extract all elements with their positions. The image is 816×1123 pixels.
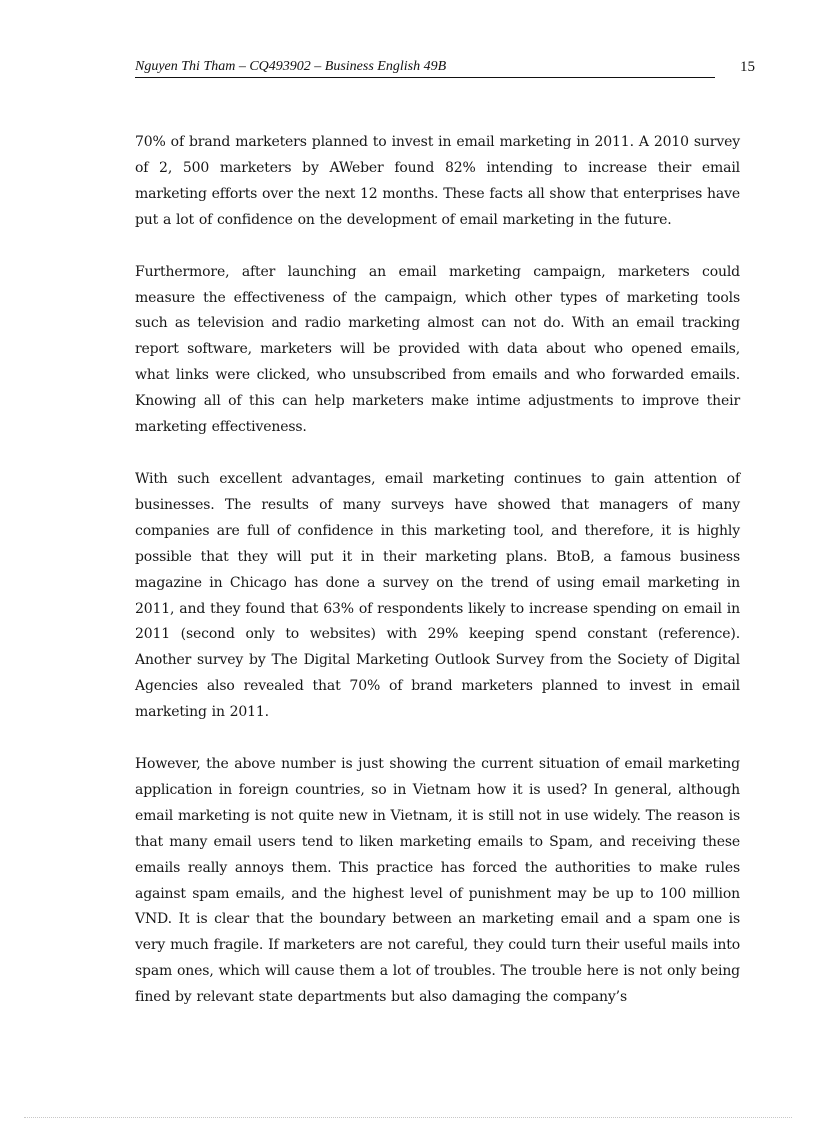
paragraph-email-investment: 70% of brand marketers planned to invest in email marketing in 2011. A 2010 survey of 2, 500 marketers by AWeber found 82% intending to increase their email marketing efforts over the next 12 months. These facts all show that enterprises have put a lot of confidence on the development of email marketing in the future. — [135, 134, 740, 228]
paragraph-vietnam-situation: However, the above number is just showing the current situation of email marketing application in foreign countries, so in Vietnam how it is used? In general, although email marketing is not quite new in Vietnam, it is still not in use widely. The reason is that many email users tend to liken marketing emails to Spam, and receiving these emails really annoys them. This practice has forced the authorities to make rules against spam emails, and the highest level of punishment may be up to 100 million VND. It is clear that the boundary between an marketing email and a spam one is very much fragile. If marketers are not careful, they could turn their useful mails into spam ones, which will cause them a lot of troubles. The trouble here is not only being fined by relevant state departments but also damaging the company’s — [135, 756, 740, 1006]
page-bottom-divider — [24, 1117, 792, 1118]
header-title: Nguyen Thi Tham – CQ493902 – Business English 49B — [135, 58, 715, 78]
page-body — [135, 130, 740, 1037]
page-header — [135, 58, 755, 80]
page-number: 15 — [740, 59, 755, 75]
paragraph-campaign-measurement: Furthermore, after launching an email marketing campaign, marketers could measure the effectiveness of the campaign, which other types of marketing tools such as television and radio marketing almost can not do. With an email tracking report software, marketers will be provided with data about who opened emails, what links were clicked, who unsubscribed from emails and who forwarded emails. Knowing all of this can help marketers make intime adjustments to improve their marketing effectiveness. — [135, 263, 740, 436]
paragraph-advantages-surveys: With such excellent advantages, email marketing continues to gain attention of businesses. The results of many surveys have showed that managers of many companies are full of confidence in this marketing tool, and therefore, it is highly possible that they will put it in their marketing plans. BtoB, a famous business magazine in Chicago has done a survey on the trend of using email marketing in 2011, and they found that 63% of respondents likely to increase spending on email in 2011 (second only to websites) with 29% keeping spend constant (reference). Another survey by The Digital Marketing Outlook Survey from the Society of Digital Agencies also revealed that 70% of brand marketers planned to invest in email marketing in 2011. — [135, 470, 740, 721]
